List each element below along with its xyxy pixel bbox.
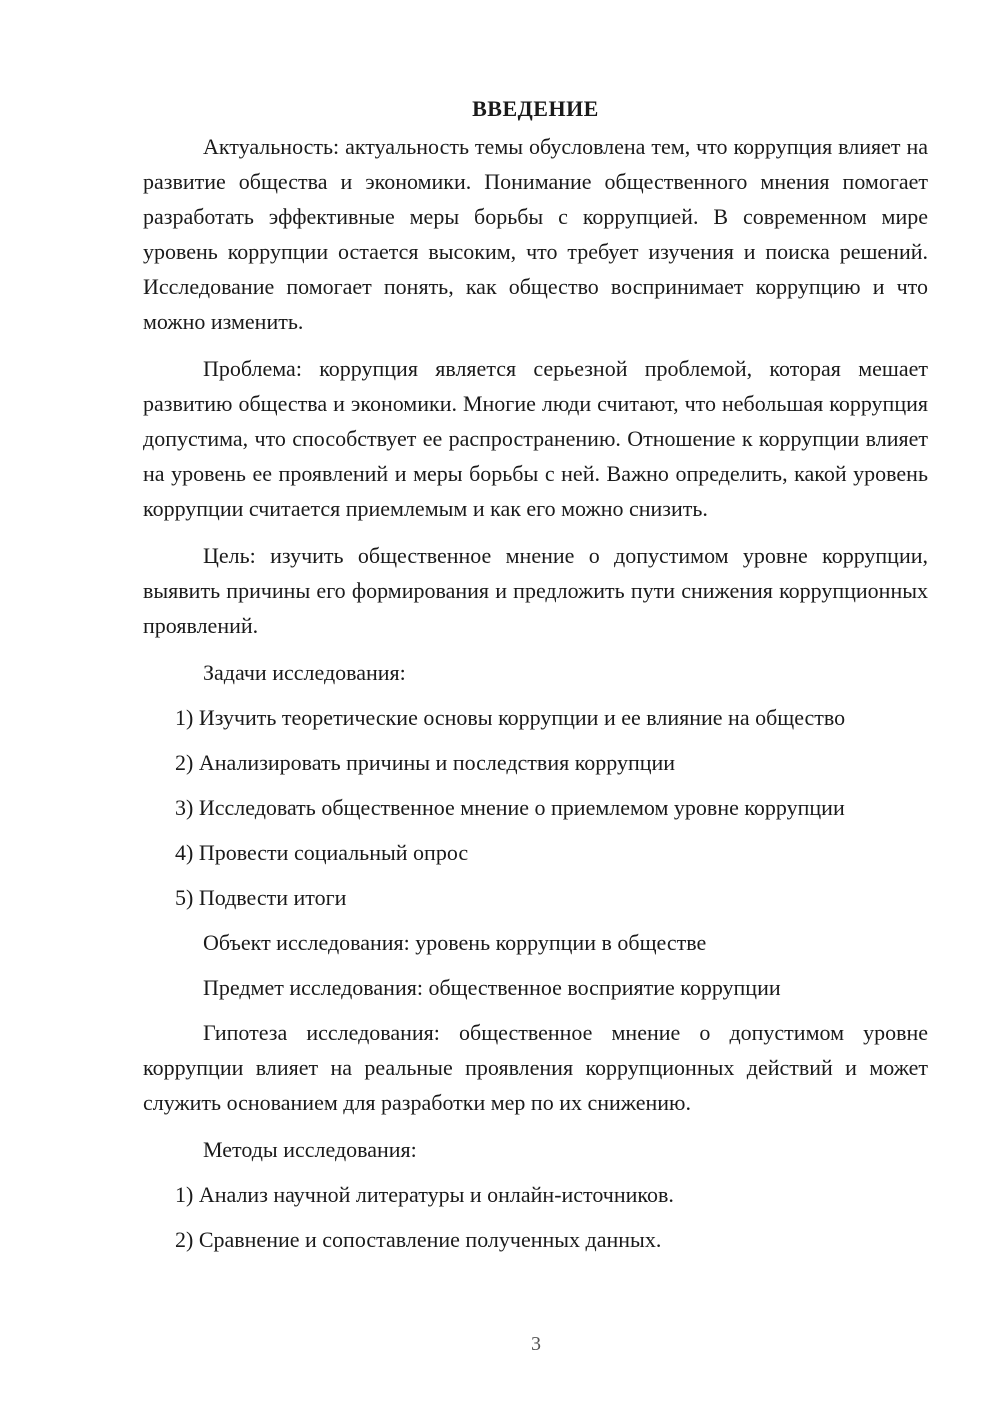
- task-item: 4) Провести социальный опрос: [175, 840, 469, 865]
- subject-line: Предмет исследования: общественное восприятие коррупции: [203, 975, 781, 1000]
- problem-paragraph: Проблема: коррупция является серьезной проблемой, которая мешает развитию общества и экономики. Многие люди считают, что небольшая коррупция допустима, что способствует ее распространению. Отношение к коррупции влияет на уровень ее проявлений и меры борьбы с ней. Важно определить, какой уровень коррупции считается приемлемым и как его можно снизить.: [143, 356, 928, 521]
- relevance-paragraph: Актуальность: актуальность темы обусловлена тем, что коррупция влияет на развитие общества и экономики. Понимание общественного мнения помогает разработать эффективные меры борьбы с коррупцией. В современном мире уровень коррупции остается высоким, что требует изучения и поиска решений. Исследование помогает понять, как общество воспринимает коррупцию и что можно изменить.: [143, 134, 928, 334]
- task-item: 2) Анализировать причины и последствия коррупции: [175, 750, 676, 775]
- task-item: 3) Исследовать общественное мнение о приемлемом уровне коррупции: [175, 795, 845, 820]
- section-title: ВВЕДЕНИЕ: [472, 96, 599, 121]
- task-item: 1) Изучить теоретические основы коррупции и ее влияние на общество: [175, 705, 846, 730]
- page-number: 3: [531, 1333, 541, 1355]
- task-item: 5) Подвести итоги: [175, 885, 347, 910]
- goal-paragraph: Цель: изучить общественное мнение о допустимом уровне коррупции, выявить причины его формирования и предложить пути снижения коррупционных проявлений.: [143, 543, 928, 638]
- object-line: Объект исследования: уровень коррупции в обществе: [203, 930, 707, 955]
- method-item: 1) Анализ научной литературы и онлайн-источников.: [175, 1182, 674, 1207]
- hypothesis-paragraph: Гипотеза исследования: общественное мнение о допустимом уровне коррупции влияет на реальные проявления коррупционных действий и может служить основанием для разработки мер по их снижению.: [143, 1020, 928, 1115]
- methods-heading: Методы исследования:: [203, 1137, 417, 1162]
- method-item: 2) Сравнение и сопоставление полученных данных.: [175, 1227, 662, 1252]
- tasks-heading: Задачи исследования:: [203, 660, 406, 685]
- document-page: [143, 95, 928, 1267]
